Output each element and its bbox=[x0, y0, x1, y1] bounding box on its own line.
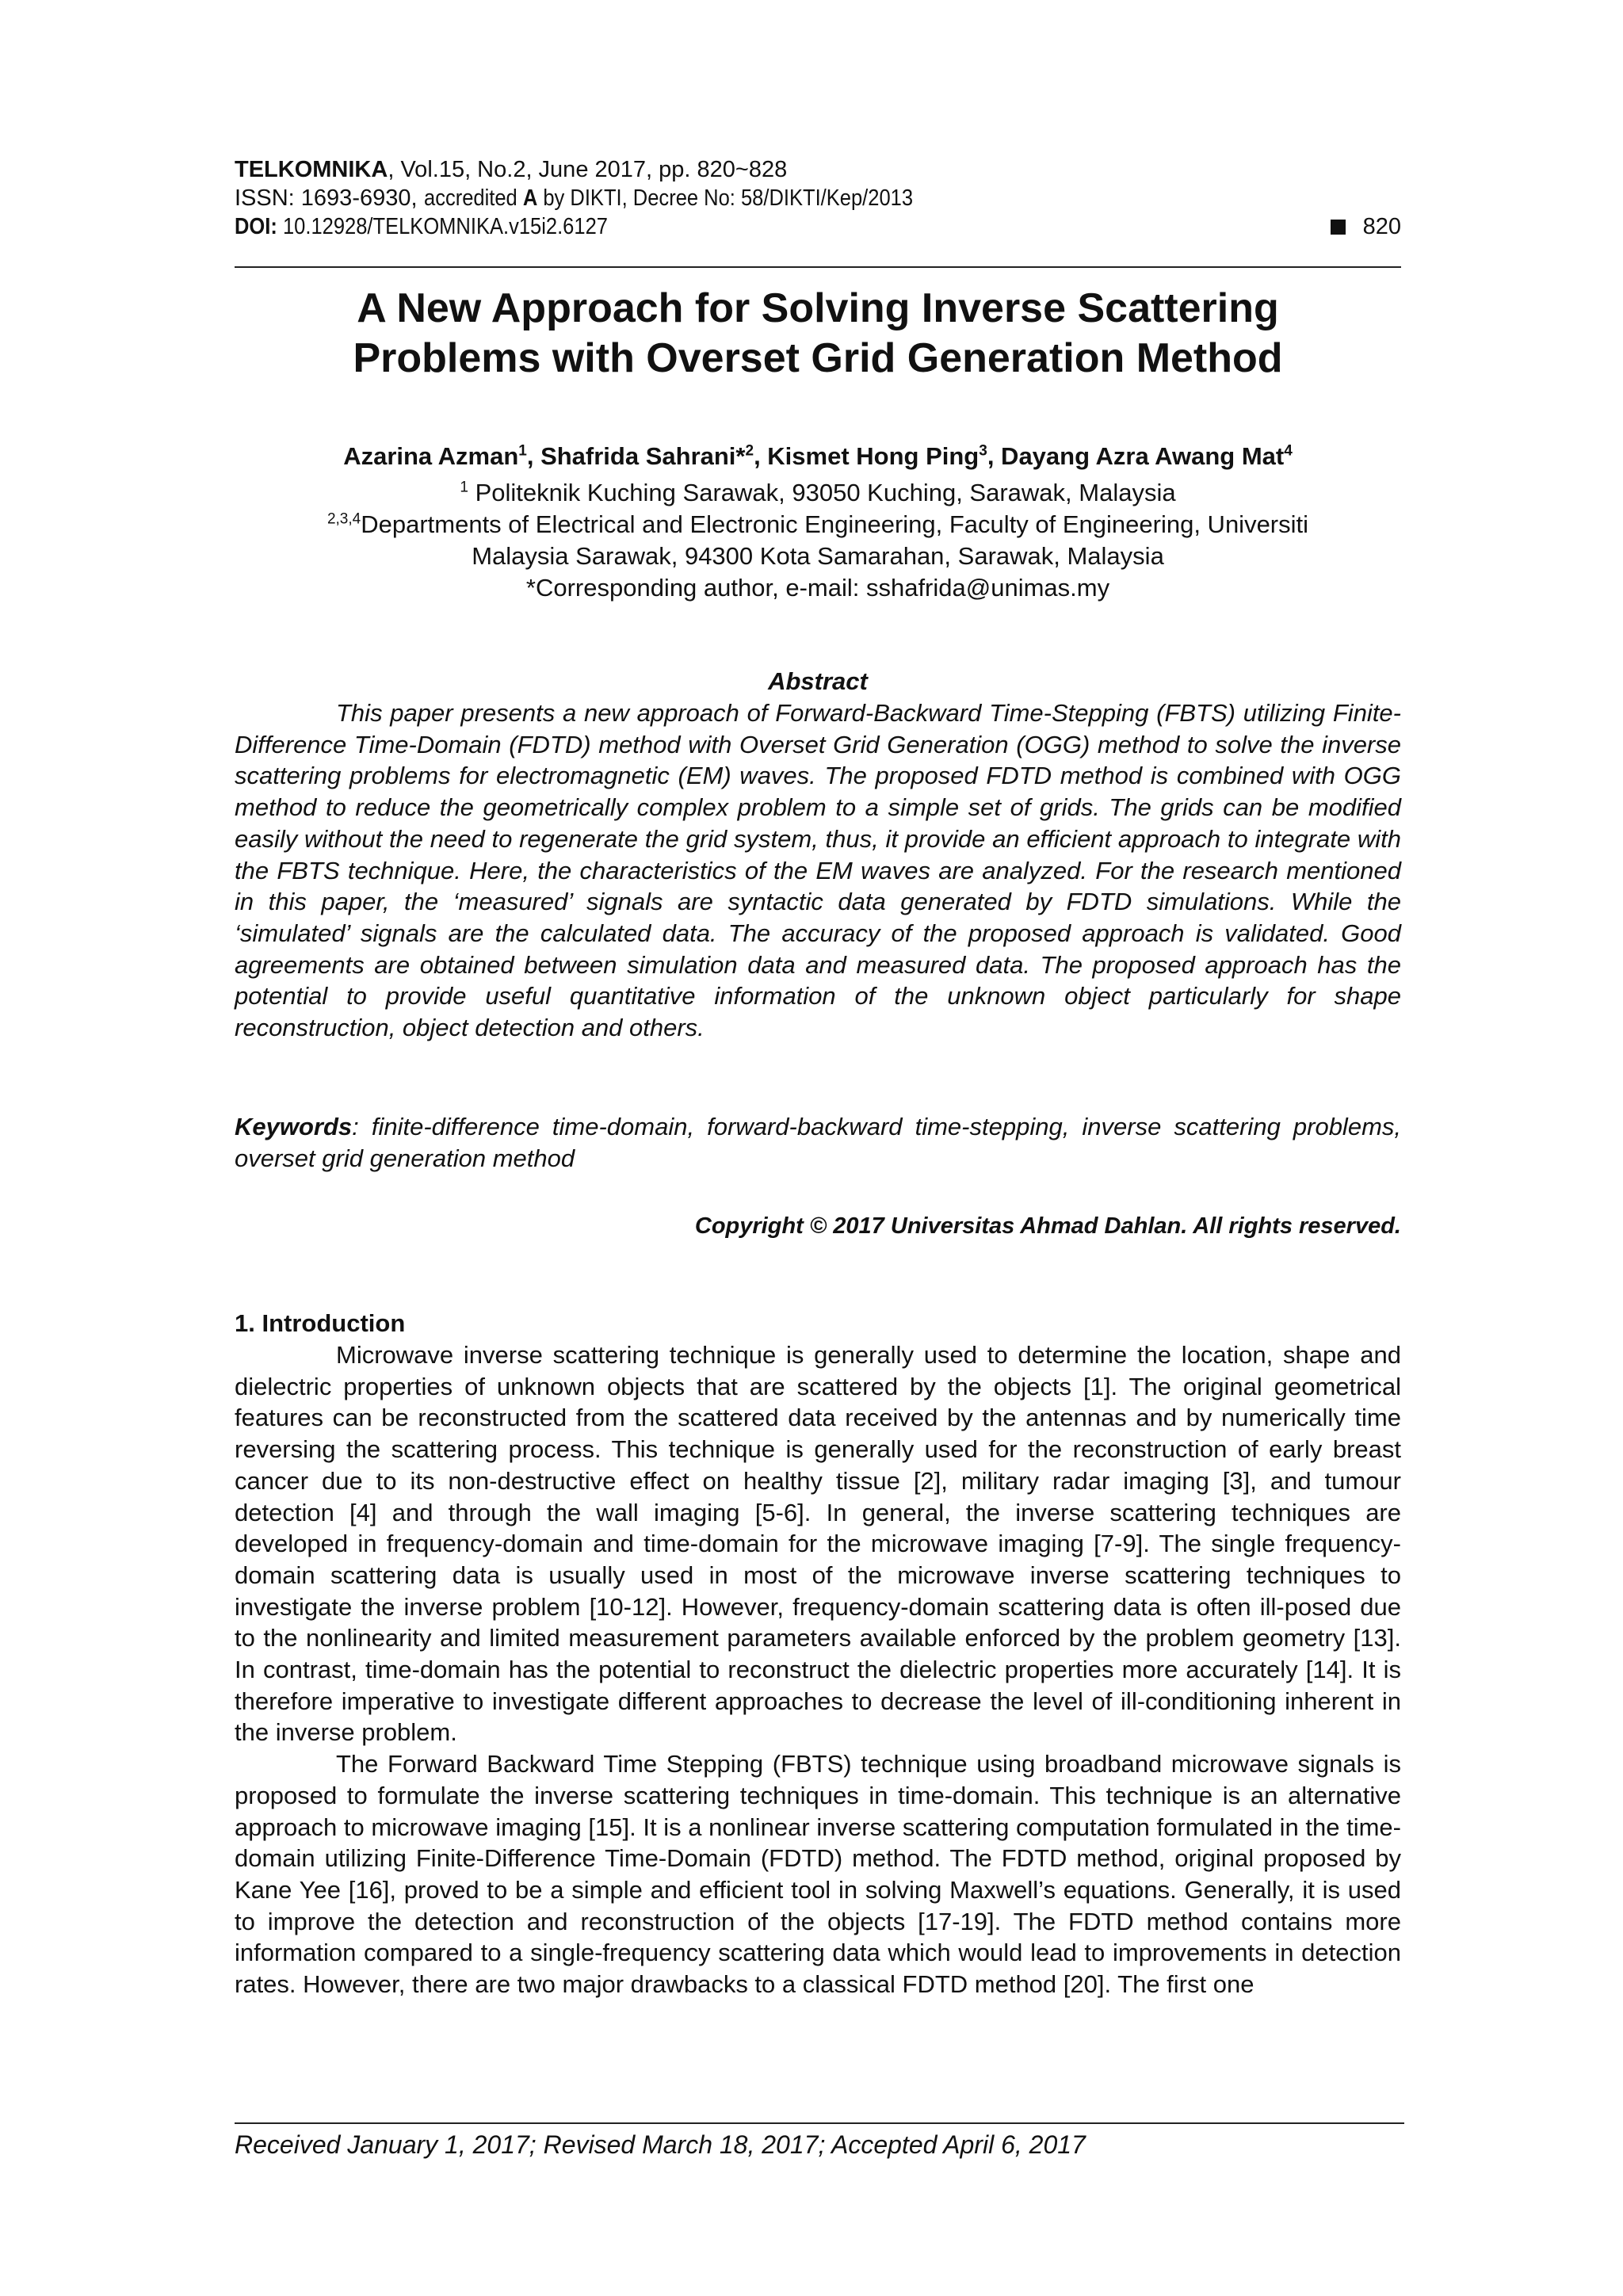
journal-citation: , Vol.15, No.2, June 2017, pp. 820~828 bbox=[388, 157, 788, 182]
header-citation-line bbox=[235, 155, 787, 184]
abstract-text: This paper presents a new approach of Forward-Backward Time-Stepping (FBTS) utilizing Finite-Difference Time-Domain (FDTD) method with Overset Grid Generation (OGG) method to solve the inverse scattering problems for electromagnetic (EM) waves. The proposed FDTD method is combined with OGG method to reduce the geometrically complex problem to a simple set of grids. The grids can be modified easily without the need to regenerate the grid system, thus, it provide an efficient approach to integrate with the FBTS technique. Here, the characteristics of the EM waves are analyzed. For the research mentioned in this paper, the ‘measured’ signals are syntactic data generated by FDTD simulations. While the ‘simulated’ signals are the calculated data. The accuracy of the proposed approach is validated. Good agreements are obtained between simulation data and measured data. The proposed approach has the potential to provide useful quantitative information of the unknown object particularly for shape reconstruction, object detection and others. bbox=[235, 699, 1401, 1042]
keywords-label: Keywords bbox=[235, 1113, 353, 1140]
issn: ISSN: 1693-6930, bbox=[235, 185, 424, 211]
affiliation-2-cont: Malaysia Sarawak, 94300 Kota Samarahan, Sarawak, Malaysia bbox=[472, 542, 1164, 570]
section-heading-introduction: 1. Introduction bbox=[235, 1309, 406, 1337]
header-doi-line bbox=[235, 212, 1401, 241]
doi: DOI: 10.12928/TELKOMNIKA.v15i2.6127 bbox=[235, 214, 608, 239]
affiliation-2: $^{2,3,4}$Departments of Electrical and Electronic Engineering, Faculty of Engineering, Universiti bbox=[327, 510, 1309, 538]
accreditation: accredited A by DIKTI, Decree No: 58/DIKTI/Kep/2013 bbox=[423, 185, 913, 211]
journal-name: TELKOMNIKA bbox=[235, 157, 388, 182]
corresponding-author: *Corresponding author, e-mail: sshafrida@unimas.my bbox=[525, 574, 1110, 602]
square-bullet-icon bbox=[1331, 220, 1346, 235]
paper-title: A New Approach for Solving Inverse Scattering Problems with Overset Grid Generation Method bbox=[353, 285, 1283, 381]
paragraph: The Forward Backward Time Stepping (FBTS) technique using broadband microwave signals is proposed to formulate the inverse scattering techniques in time-domain. This technique is an alternative approach to microwave imaging [15]. It is a nonlinear inverse scattering computation formulated in the time-domain utilizing Finite-Difference Time-Domain (FDTD) method. The FDTD method, original proposed by Kane Yee [16], proved to be a simple and efficient tool in solving Maxwell’s equations. Generally, it is used to improve the detection and reconstruction of the objects [17-19]. The FDTD method contains more information compared to a single-frequency scattering data which would lead to improvements in detection rates. However, there are two major drawbacks to a classical FDTD method [20]. The first one bbox=[235, 1750, 1401, 1999]
author-list: Azarina Azman$^1$, Shafrida Sahrani*$^2$, Kismet Hong Ping$^3$, Dayang Azra Awang Mat$^4$ bbox=[343, 442, 1293, 470]
page-number: 820 bbox=[1331, 212, 1401, 241]
paragraph: Microwave inverse scattering technique is generally used to determine the location, shape and dielectric properties of unknown objects that are scattered by the objects [1]. The original geometrical features can be reconstructed from the scattered data received by the antennas and by numerically time reversing the scattering process. This technique is generally used for the reconstruction of early breast cancer due to its non-destructive effect on healthy tissue [2], military radar imaging [3], and tumour detection [4] and through the wall imaging [5-6]. In general, the inverse scattering techniques are developed in frequency-domain and time-domain for the microwave imaging [7-9]. The single frequency-domain scattering data is usually used in most of the microwave inverse scattering techniques to investigate the inverse problem [10-12]. However, frequency-domain scattering data is often ill-posed due to the nonlinearity and limited measurement parameters available enforced by the problem geometry [13]. In contrast, time-domain has the potential to reconstruct the dielectric properties more accurately [14]. It is therefore imperative to investigate different approaches to decrease the level of ill-conditioning inherent in the inverse problem. bbox=[235, 1341, 1401, 1747]
received-dates: Received January 1, 2017; Revised March 18, 2017; Accepted April 6, 2017 bbox=[235, 2130, 1086, 2159]
footer-rule bbox=[235, 2122, 1404, 2124]
introduction-body bbox=[235, 1339, 1401, 2000]
copyright-notice: Copyright © 2017 Universitas Ahmad Dahlan. All rights reserved. bbox=[694, 1213, 1401, 1239]
keywords bbox=[235, 1111, 1401, 1174]
keywords-text: : finite-difference time-domain, forward-backward time-stepping, inverse scattering problems, overset grid generation method bbox=[235, 1113, 1401, 1172]
affiliation-1: $^1$ Politeknik Kuching Sarawak, 93050 Kuching, Sarawak, Malaysia bbox=[460, 479, 1176, 506]
header-rule bbox=[235, 266, 1401, 268]
abstract-heading: Abstract bbox=[768, 667, 868, 695]
header-issn-line bbox=[235, 184, 980, 212]
